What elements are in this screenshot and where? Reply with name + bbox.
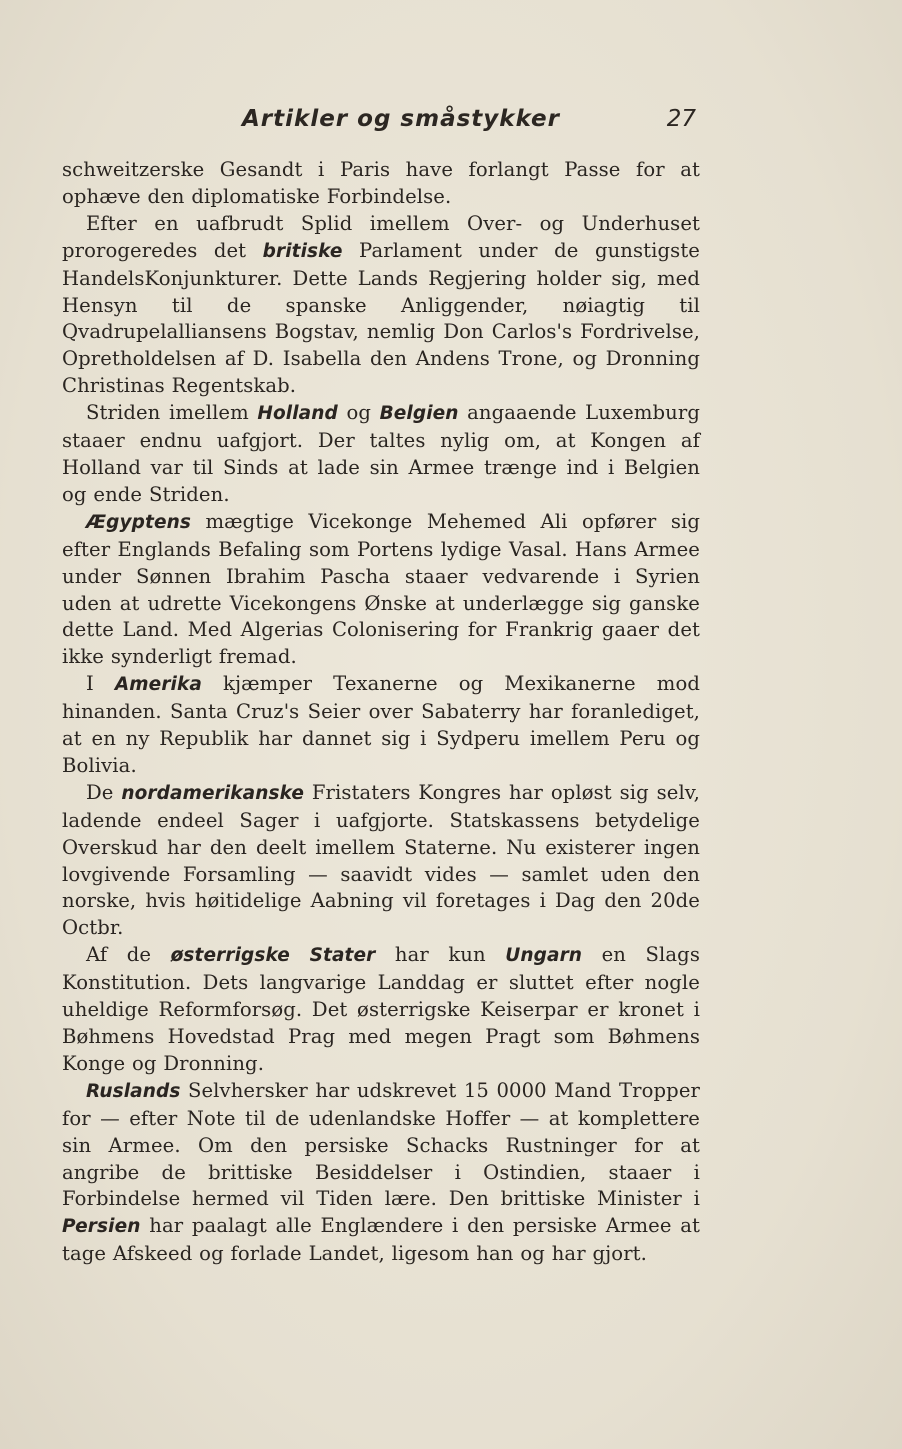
text-run: Fristaters Kongres har opløst sig selv, ladende endeel Sager i uafgjorte. Statskassens betydelige Overskud har den deelt imellem Staterne. Nu existerer ingen lovgivende Forsamling — saavidt vides — samlet uden den norske, hvis høitidelige Aabning vil foretages i Dag den 20de Octbr. [62,780,700,940]
emphasized-text: Holland [257,403,338,425]
text-run: kjæmper Texanerne og Mexikanerne mod hinanden. Santa Cruz's Seier over Sabaterry har foranlediget, at en ny Republik har dannet sig i Sydperu imellem Peru og Bolivia. [62,672,701,777]
text-run: angaaende Luxemburg staaer endnu uafgjort. Der taltes nylig om, at Kongen af Holland var til Sinds at lade sin Armee trænge ind i Belgien og ende Striden. [62,401,700,506]
emphasized-text: Ægyptens [86,511,191,533]
emphasized-text: Ruslands [86,1080,181,1102]
text-run: De [86,780,122,804]
text-run: en Slags Konstitution. Dets langvarige Landdag er sluttet efter nogle uheldige Reformforsøg. Det østerrigske Keiserpar er kronet i Bøhmens Hovedstad Prag med megen Pragt som Bøhmens Konge og Dronning. [62,943,700,1075]
emphasized-text: Belgien [379,403,459,425]
emphasized-text: Ungarn [505,945,583,967]
text-run: Parlament under de gunstigste HandelsKonjunkturer. Dette Lands Regjering holder sig, med Hensyn til de spanske Anliggender, nøiagtig til Qvadrupelalliansens Bogstav, nemlig Don Carlos's Fordrivelse, Opretholdelsen af D. Isabella den Andens Trone, og Dronning Christinas Regentskab. [62,238,700,398]
emphasized-text: Persien [62,1216,141,1238]
text-run: Striden imellem [86,401,258,425]
emphasized-text: britiske [262,240,343,262]
emphasized-text: nordamerikanske [121,782,305,804]
page-number: 27 [666,106,696,132]
paragraph [62,400,700,509]
paragraph [62,157,700,211]
emphasized-text: østerrigske Stater [170,945,376,967]
text-run: har paalagt alle Englændere i den persiske Armee at tage Afskeed og forlade Landet, ligesom han og har gjort. [62,1214,700,1266]
paragraph [62,1078,700,1268]
text-run: I [86,672,115,696]
body-text [62,157,700,1268]
text-run: Efter en uafbrudt Splid imellem Over- og Underhuset prorogeredes det [62,211,700,262]
text-run: Selvhersker har udskrevet 15 0000 Mand Tropper for — efter Note til de udenlandske Hoffer — at komplettere sin Armee. Om den persiske Schacks Rustninger for at angribe de brittiske Besiddelser i Ostindien, staaer i Forbindelse hermed vil Tiden lære. Den brittiske Minister i [62,1078,700,1211]
paragraph [62,780,700,942]
running-head [62,106,702,140]
text-run: schweitzerske Gesandt i Paris have forlangt Passe for at ophæve den diplomatiske Forbindelse. [62,158,700,208]
text-run: har kun [375,943,506,967]
text-run: Af de [86,943,171,967]
paragraph [62,671,700,780]
text-run: mægtige Vicekonge Mehemed Ali opfører sig efter Englands Befaling som Portens lydige Vasal. Hans Armee under Sønnen Ibrahim Pascha staaer vedvarende i Syrien uden at udrette Vicekongens Ønske at underlægge sig ganske dette Land. Med Algerias Colonisering for Frankrig gaaer det ikke synderligt fremad. [62,509,700,669]
paragraph [62,211,700,400]
text-run: og [337,401,380,425]
running-title: Artikler og småstykker [242,106,560,132]
paragraph [62,942,700,1078]
emphasized-text: Amerika [114,674,202,696]
paragraph [62,509,700,671]
